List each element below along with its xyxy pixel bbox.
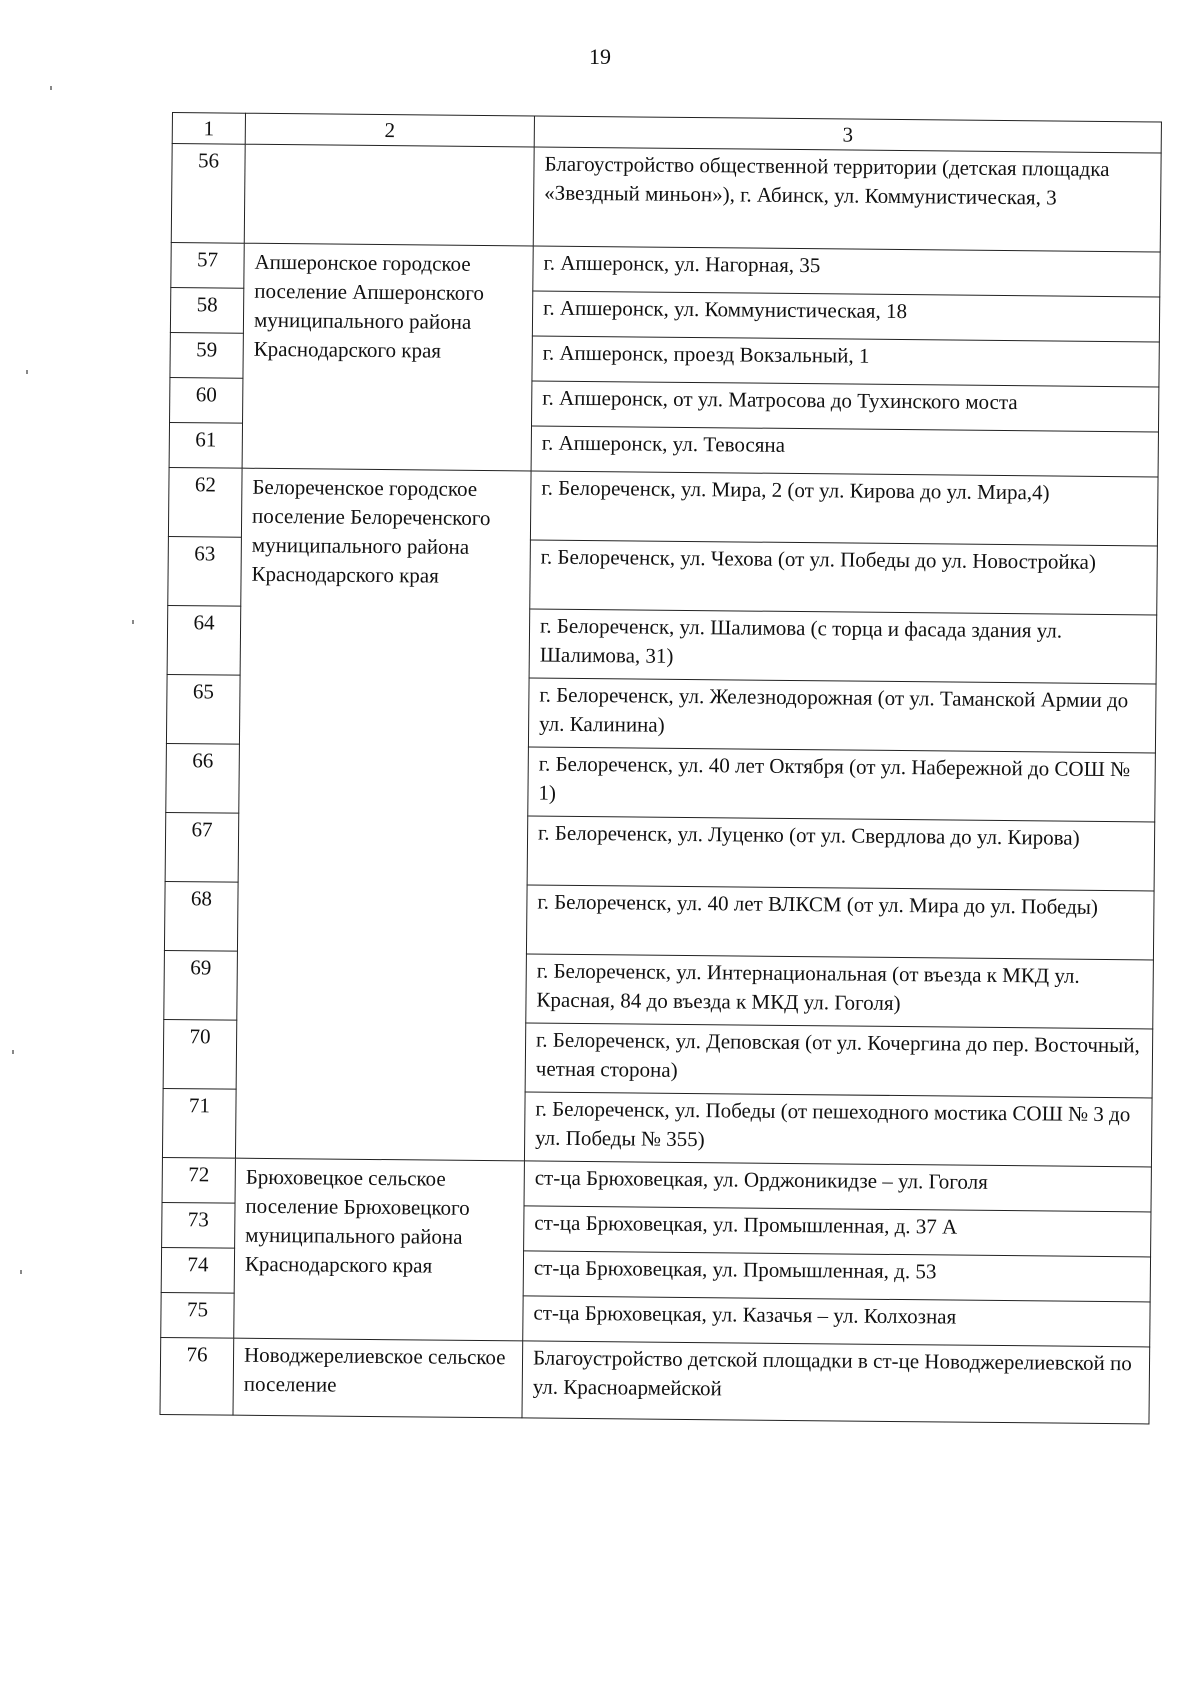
row-number: 68 xyxy=(164,881,238,951)
object-cell: Благоустройство детской площадки в ст-це Новоджерелиевской по ул. Красноармейской xyxy=(522,1341,1150,1424)
object-cell: г. Апшеронск, ул. Коммунистическая, 18 xyxy=(532,291,1159,342)
scan-speck xyxy=(26,370,28,374)
object-cell: г. Белореченск, ул. Интернациональная (от въезда к МКД ул. Красная, 84 до въезда к МКД ул. Гоголя) xyxy=(526,954,1154,1029)
municipality-cell xyxy=(235,468,531,1161)
scan-speck xyxy=(132,620,134,624)
object-cell: г. Белореченск, ул. Победы (от пешеходного мостика СОШ № 3 до ул. Победы № 355) xyxy=(524,1092,1152,1167)
object-cell: г. Белореченск, ул. 40 лет Октября (от ул. Набережной до СОШ № 1) xyxy=(528,747,1156,822)
object-cell: Благоустройство общественной территории (детская площадка «Звездный миньон»), г. Абинск, ул. Коммунистическая, 3 xyxy=(533,147,1161,252)
municipality-cell xyxy=(244,144,534,246)
municipality-name: Белореченское городское поселение Белореченского муниципального района Краснодарского края xyxy=(251,474,491,588)
municipality-cell xyxy=(234,1158,525,1341)
row-number: 69 xyxy=(164,950,238,1020)
object-cell: г. Белореченск, ул. Деповская (от ул. Кочергина до пер. Восточный, четная сторона) xyxy=(525,1023,1153,1098)
row-number: 76 xyxy=(160,1337,234,1415)
row-number: 75 xyxy=(161,1292,234,1338)
row-number: 74 xyxy=(161,1247,234,1293)
table-row xyxy=(168,467,1158,545)
municipality-cell: Новоджерелиевское сельское поселение xyxy=(233,1338,523,1418)
row-number: 73 xyxy=(162,1202,235,1248)
object-cell: г. Белореченск, ул. Железнодорожная (от ул. Таманской Армии до ул. Калинина) xyxy=(528,678,1156,753)
row-number: 62 xyxy=(168,467,242,537)
object-cell: г. Апшеронск, проезд Вокзальный, 1 xyxy=(532,336,1159,387)
row-number: 63 xyxy=(168,536,242,606)
municipality-name: Апшеронское городское поселение Апшеронского муниципального района Краснодарского края xyxy=(253,249,485,363)
objects-table xyxy=(159,112,1161,1424)
row-number: 59 xyxy=(170,332,243,378)
header-col-1: 1 xyxy=(172,113,245,145)
object-cell: г. Апшеронск, от ул. Матросова до Тухинского моста xyxy=(532,381,1159,432)
header-col-3: 3 xyxy=(534,116,1161,153)
municipality-name: Брюховецкое сельское поселение Брюховецкого муниципального района Краснодарского края xyxy=(244,1164,470,1278)
header-col-2: 2 xyxy=(245,113,534,147)
row-number: 71 xyxy=(162,1088,236,1158)
row-number: 67 xyxy=(165,812,239,882)
object-cell: ст-ца Брюховецкая, ул. Казачья – ул. Колхозная xyxy=(523,1296,1150,1347)
object-cell: г. Апшеронск, ул. Нагорная, 35 xyxy=(533,246,1160,297)
row-number: 57 xyxy=(171,242,244,288)
table-row xyxy=(171,242,1160,296)
scan-speck xyxy=(12,1050,14,1054)
object-cell: ст-ца Брюховецкая, ул. Промышленная, д. 53 xyxy=(523,1251,1150,1302)
object-cell: г. Белореченск, ул. Шалимова (с торца и фасада здания ул. Шалимова, 31) xyxy=(529,609,1157,684)
object-cell: ст-ца Брюховецкая, ул. Промышленная, д. 37 А xyxy=(524,1206,1151,1257)
municipality-cell xyxy=(242,243,533,471)
row-number: 72 xyxy=(162,1157,235,1203)
page-number: 19 xyxy=(589,44,611,69)
object-cell: г. Белореченск, ул. Мира, 2 (от ул. Кирова до ул. Мира,4) xyxy=(530,471,1158,546)
scan-speck xyxy=(50,86,52,90)
row-number: 66 xyxy=(166,743,240,813)
object-cell: г. Белореченск, ул. Луценко (от ул. Свердлова до ул. Кирова) xyxy=(527,816,1155,891)
row-number: 60 xyxy=(170,377,243,423)
scan-speck xyxy=(20,1270,22,1274)
object-cell: г. Апшеронск, ул. Тевосяна xyxy=(531,426,1158,477)
object-cell: г. Белореченск, ул. Чехова (от ул. Победы до ул. Новостройка) xyxy=(530,540,1158,615)
object-cell: г. Белореченск, ул. 40 лет ВЛКСМ (от ул. Мира до ул. Победы) xyxy=(526,885,1154,960)
table-row xyxy=(162,1157,1151,1211)
row-number: 58 xyxy=(170,287,243,333)
table-row xyxy=(160,1337,1150,1423)
row-number: 61 xyxy=(169,422,242,468)
table-row xyxy=(171,144,1161,252)
row-number: 65 xyxy=(166,674,240,744)
object-cell: ст-ца Брюховецкая, ул. Орджоникидзе – ул. Гоголя xyxy=(524,1161,1151,1212)
row-number: 56 xyxy=(171,144,245,244)
row-number: 70 xyxy=(163,1019,237,1089)
row-number: 64 xyxy=(167,605,241,675)
